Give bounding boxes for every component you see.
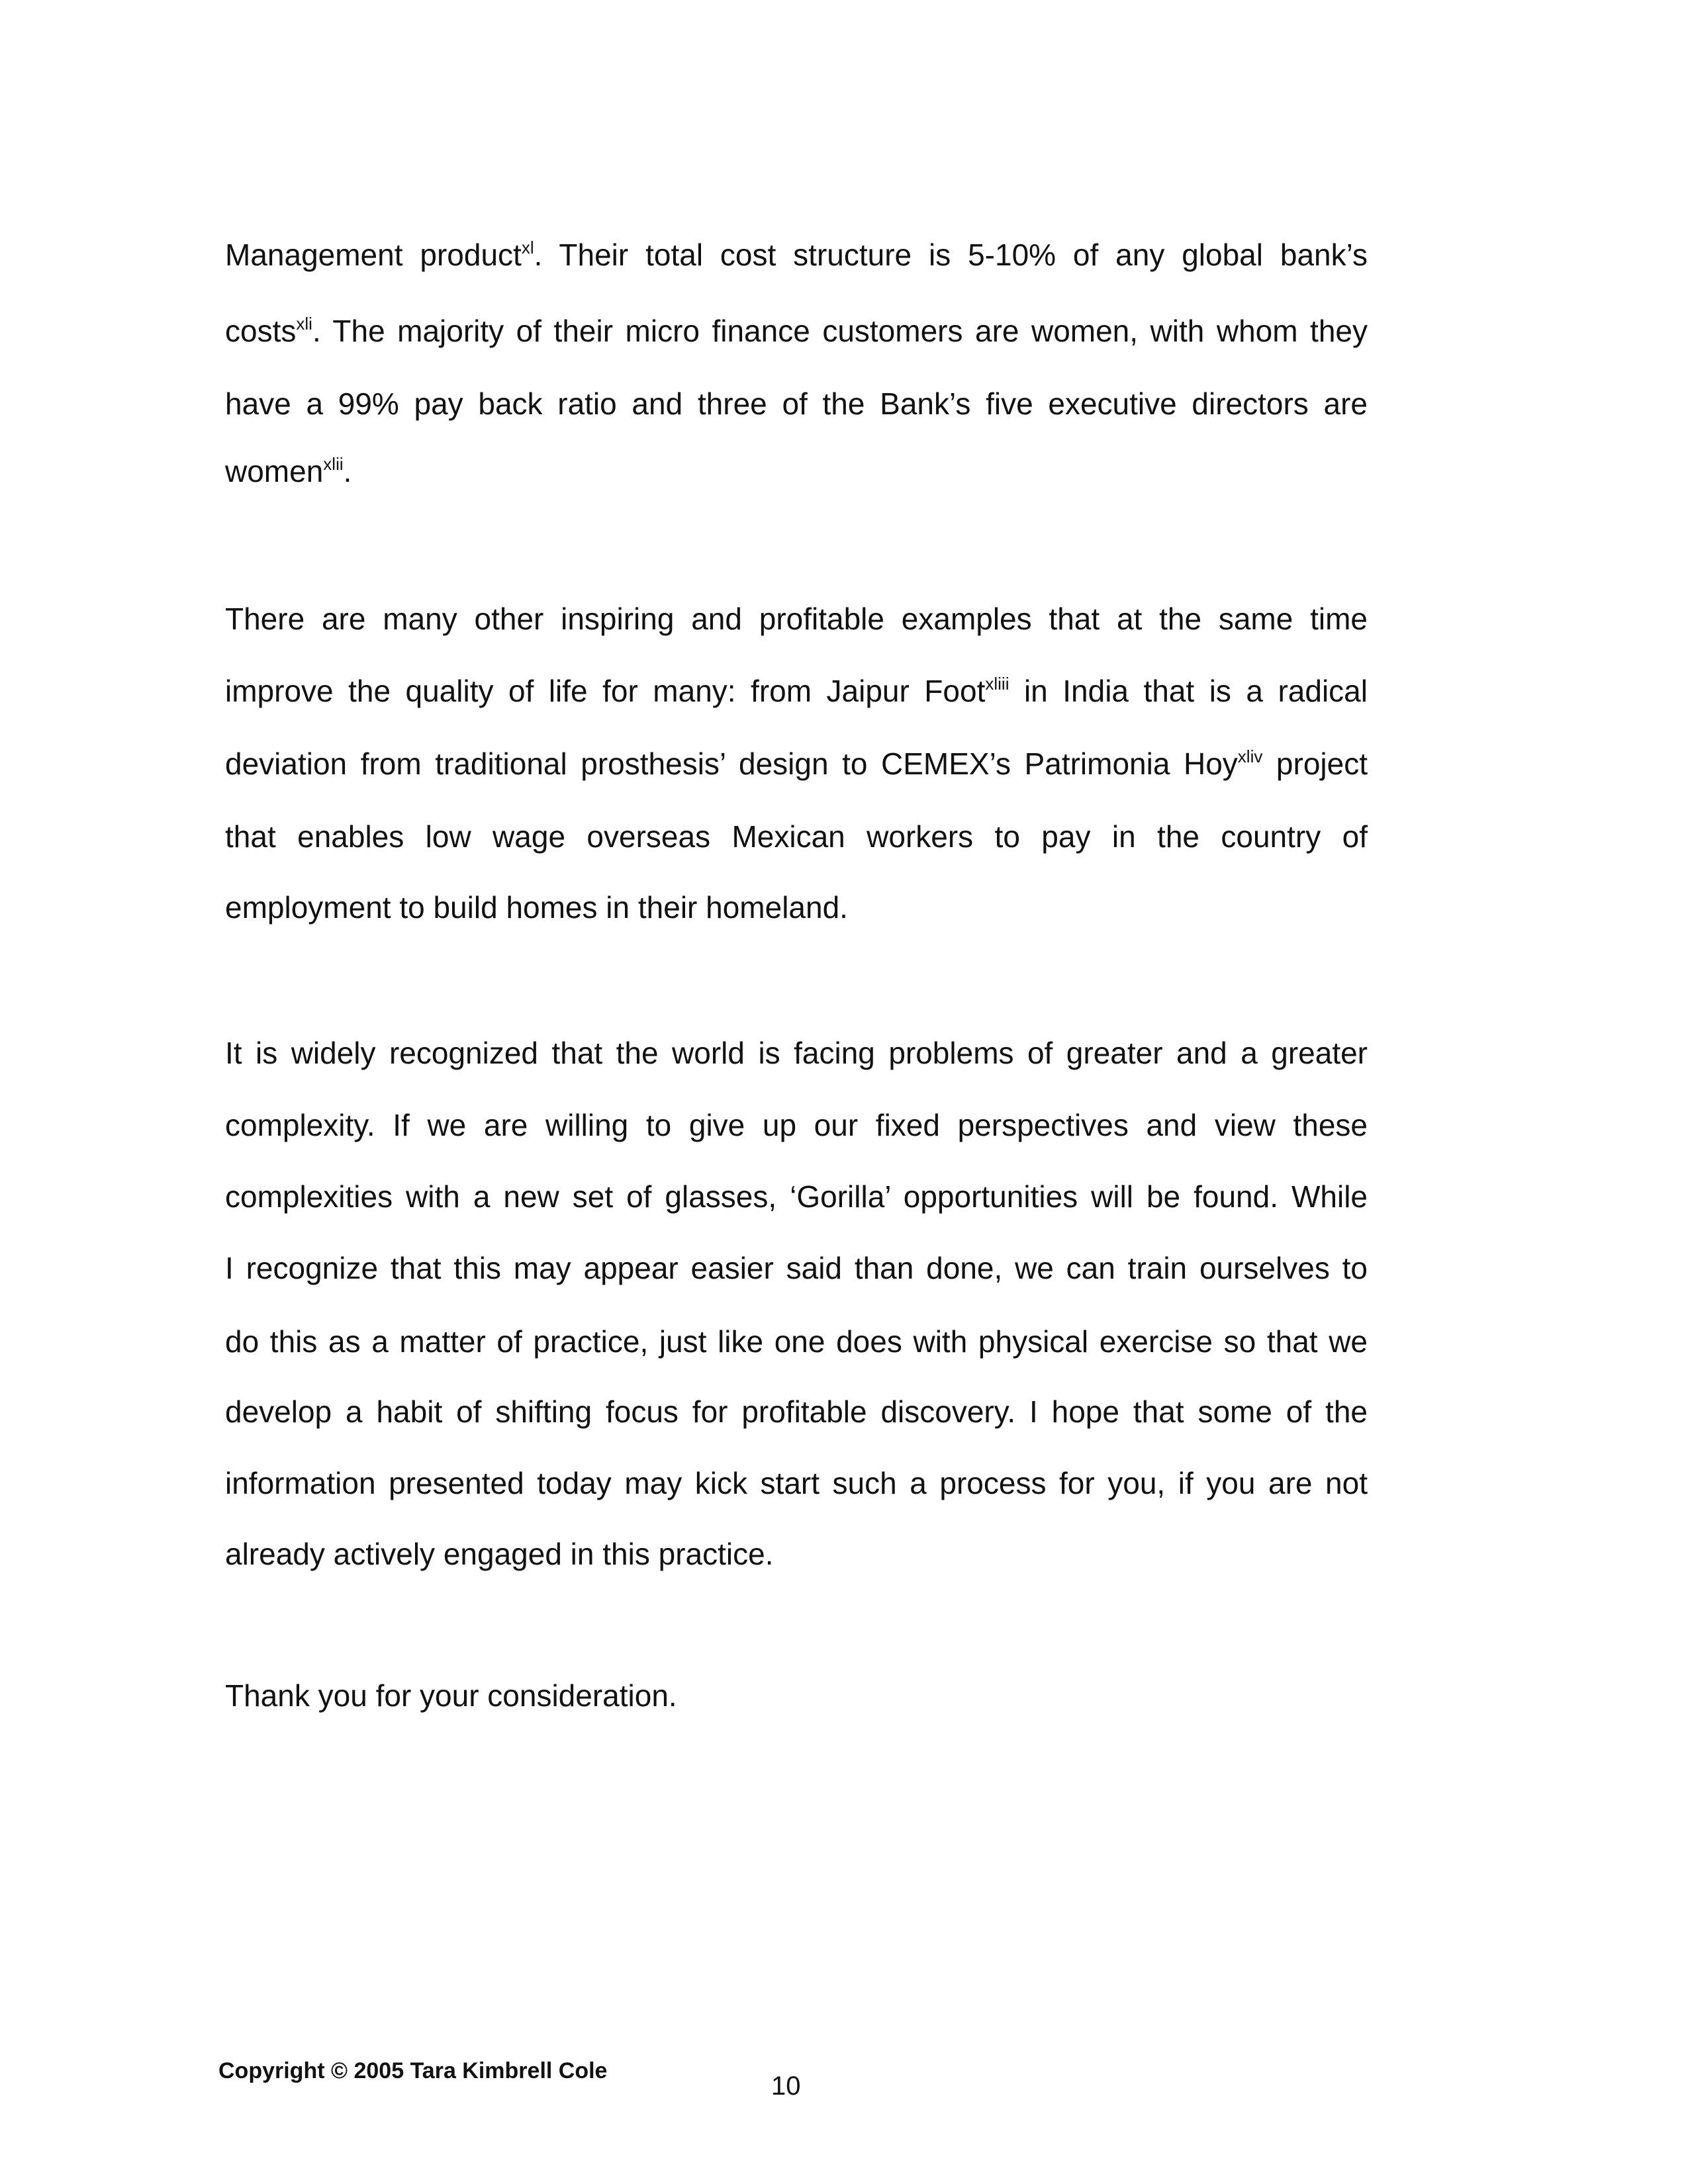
text-segment: There are many other inspiring and profitable examples that at the same time [225, 602, 1368, 636]
text-line [225, 887, 1368, 927]
copyright-footer: Copyright © 2005 Tara Kimbrell Cole [218, 2058, 608, 2083]
text-segment: It is widely recognized that the world is facing problems of greater and a greater [225, 1036, 1368, 1070]
text-segment: that enables low wage overseas Mexican workers to pay in the country of [225, 819, 1368, 854]
text-line [225, 1248, 1368, 1288]
text-segment: . [343, 454, 352, 488]
text-segment: Thank you for your consideration. [225, 1678, 677, 1713]
text-line [225, 744, 1368, 784]
footnote-reference: xliv [1237, 747, 1263, 766]
text-line [225, 599, 1368, 639]
text-line [225, 1322, 1368, 1361]
text-segment: improve the quality of life for many: from Jaipur Foot [225, 674, 986, 708]
text-segment: . The majority of their micro finance customers are women, with whom they [312, 314, 1368, 348]
text-segment: have a 99% pay back ratio and three of the Bank’s five executive directors are [225, 387, 1368, 421]
footnote-reference: xlii [323, 454, 344, 474]
footnote-reference: xl [521, 238, 534, 257]
text-line [225, 451, 1368, 491]
text-line [225, 1033, 1368, 1073]
text-segment: I recognize that this may appear easier said than done, we can train ourselves to [225, 1251, 1368, 1285]
text-line [225, 671, 1368, 711]
footnote-reference: xliii [985, 674, 1009, 694]
text-segment: deviation from traditional prosthesis’ design to CEMEX’s Patrimonia Hoy [225, 747, 1238, 781]
text-line [225, 1676, 1368, 1715]
text-segment: Management product [225, 238, 522, 272]
text-segment: women [225, 454, 324, 488]
text-segment: project [1262, 747, 1368, 781]
text-line [225, 817, 1368, 856]
text-segment: costs [225, 314, 297, 348]
text-segment: employment to build homes in their homeland. [225, 890, 848, 925]
text-line [225, 384, 1368, 424]
text-segment: . Their total cost structure is 5-10% of any global bank’s [534, 238, 1368, 272]
text-line [225, 311, 1368, 351]
text-line [225, 235, 1368, 275]
text-line [225, 1392, 1368, 1432]
page-number: 10 [771, 2071, 801, 2101]
text-segment: complexity. If we are willing to give up our fixed perspectives and view these [225, 1108, 1368, 1142]
text-line [225, 1534, 1368, 1574]
footnote-reference: xli [296, 314, 312, 334]
text-line [225, 1105, 1368, 1145]
text-segment: already actively engaged in this practice. [225, 1537, 774, 1571]
text-segment: in India that is a radical [1009, 674, 1368, 708]
text-line [225, 1177, 1368, 1216]
text-segment: do this as a matter of practice, just like one does with physical exercise so that we [225, 1324, 1368, 1359]
text-segment: develop a habit of shifting focus for profitable discovery. I hope that some of the [225, 1394, 1368, 1429]
text-line [225, 1463, 1368, 1503]
text-segment: information presented today may kick start such a process for you, if you are not [225, 1466, 1368, 1500]
text-segment: complexities with a new set of glasses, ‘Gorilla’ opportunities will be found. While [225, 1179, 1368, 1214]
